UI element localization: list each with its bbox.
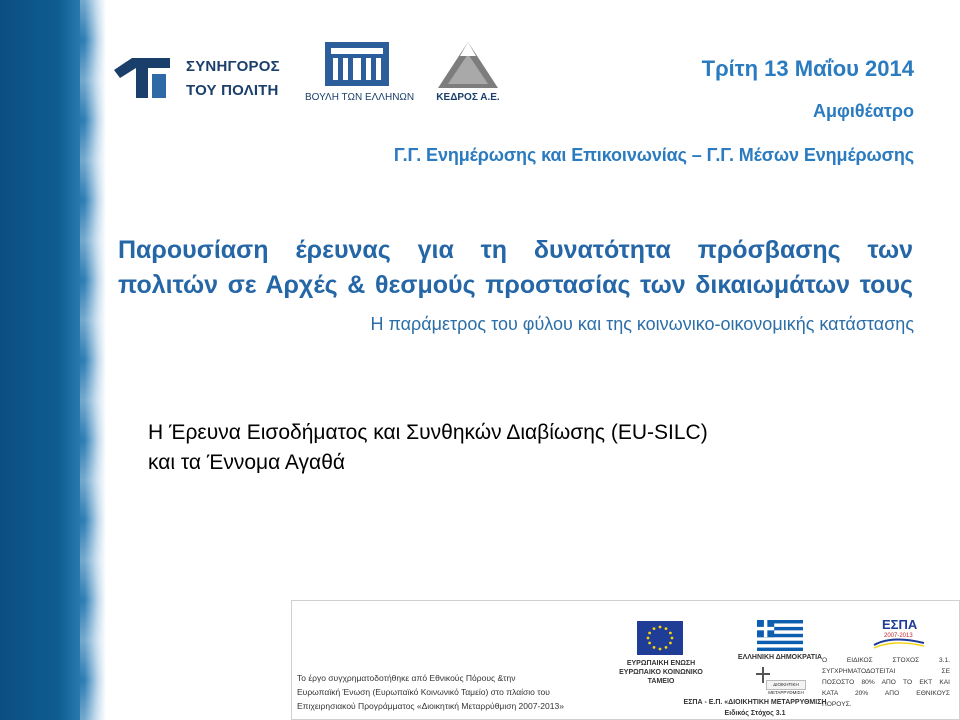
kedros-logo-caption: ΚΕΔΡΟΣ Α.Ε. — [436, 92, 500, 103]
cofunding-note-line: ΚΑΤΑ 20% ΑΠΟ ΕΘΝΙΚΟΥΣ — [822, 690, 950, 697]
presentation-heading-line: και τα Έννομα Αγαθά — [148, 451, 346, 474]
cofunding-note — [822, 655, 950, 710]
greece-caption: ΕΛΛΗΝΙΚΗ ΔΗΜΟΚΡΑΤΙΑ — [737, 654, 823, 661]
band-wave-edge — [80, 0, 106, 720]
synigoros-logo — [108, 52, 283, 112]
funding-banner — [291, 600, 960, 720]
left-decorative-band — [0, 0, 106, 720]
parliament-logo-caption: ΒΟΥΛΗ ΤΩΝ ΕΛΛΗΝΩΝ — [305, 92, 415, 103]
eu-caption-line: ΕΥΡΩΠΑΙΚΟ ΚΟΙΝΩΝΙΚΟ — [619, 669, 703, 676]
parliament-building-icon — [305, 36, 409, 92]
cofunding-note-line: ΠΟΡΟΥΣ. — [822, 701, 852, 708]
synigoros-emblem-icon — [108, 52, 180, 108]
eu-flag-icon — [637, 621, 683, 655]
administrative-reform-logo-text: ΔΙΟΙΚΗΤΙΚΗ ΜΕΤΑΡΡΥΘΜΙΣΗ — [766, 680, 806, 690]
parliament-logo — [305, 36, 415, 116]
presentation-heading-line: Η Έρευνα Εισοδήματος και Συνθηκών Διαβίωσης (EU-SILC) — [148, 421, 708, 444]
funding-text-line: Επιχειρησιακού Προγράμματος «Διοικητική Μεταρρύθμιση 2007-2013» — [297, 701, 564, 711]
main-title-line: Παρουσίαση έρευνας για τη δυνατότητα πρόσβασης των — [118, 236, 913, 264]
main-title-line: πολιτών σε Αρχές & θεσμούς προστασίας των δικαιωμάτων τους — [118, 271, 913, 299]
administrative-reform-logo — [754, 665, 810, 693]
funding-text — [297, 671, 564, 713]
presentation-heading — [148, 418, 708, 478]
synigoros-logo-line2: ΤΟΥ ΠΟΛΙΤΗ — [186, 82, 279, 99]
funding-text-line: Το έργο συγχρηματοδοτήθηκε από Εθνικούς Πόρους &την — [297, 673, 516, 683]
event-venue: Αμφιθέατρο — [813, 101, 914, 121]
event-organizers: Γ.Γ. Ενημέρωσης και Επικοινωνίας – Γ.Γ. Μέσων Ενημέρωσης — [393, 145, 914, 165]
eu-caption-line: ΤΑΜΕΙΟ — [647, 678, 675, 685]
funding-text-line: Ευρωπαϊκή Ένωση (Ευρωπαϊκό Κοινωνικό Ταμείο) στο πλαίσιο του — [297, 687, 550, 697]
eu-caption — [617, 659, 705, 686]
espa-program-caption-line: ΕΣΠΑ - Ε.Π. «ΔΙΟΙΚΗΤΙΚΗ ΜΕΤΑΡΡΥΘΜΙΣΗ — [683, 699, 827, 706]
kedros-triangle-icon — [432, 40, 504, 90]
eu-caption-line: ΕΥΡΩΠΑΙΚΗ ΕΝΩΣΗ — [626, 660, 696, 667]
cofunding-note-line: ΠΟΣΟΣΤΟ 80% ΑΠΟ ΤΟ ΕΚΤ ΚΑΙ — [822, 679, 950, 686]
espa-logo-years: 2007-2013 — [884, 633, 913, 639]
espa-program-caption-line: Ειδικός Στόχος 3.1 — [724, 710, 786, 717]
synigoros-logo-line1: ΣΥΝΗΓΟΡΟΣ — [186, 58, 280, 75]
event-date: Τρίτη 13 Μαΐου 2014 — [701, 56, 914, 81]
main-subtitle: Η παράμετρος του φύλου και της κοινωνικο-οικονομικής κατάστασης — [370, 314, 914, 334]
greek-flag-icon — [757, 620, 803, 651]
espa-program-caption — [680, 697, 830, 719]
main-title — [118, 233, 913, 303]
espa-logo — [872, 615, 926, 649]
espa-logo-word: ΕΣΠΑ — [882, 617, 918, 632]
cofunding-note-line: ΣΥΓΧΡΗΜΑΤΟΔΟΤΕΙΤΑΙ ΣΕ — [822, 668, 950, 675]
cofunding-note-line: Ο ΕΙΔΙΚΟΣ ΣΤΟΧΟΣ 3.1. — [822, 657, 950, 664]
kedros-logo — [432, 40, 504, 112]
